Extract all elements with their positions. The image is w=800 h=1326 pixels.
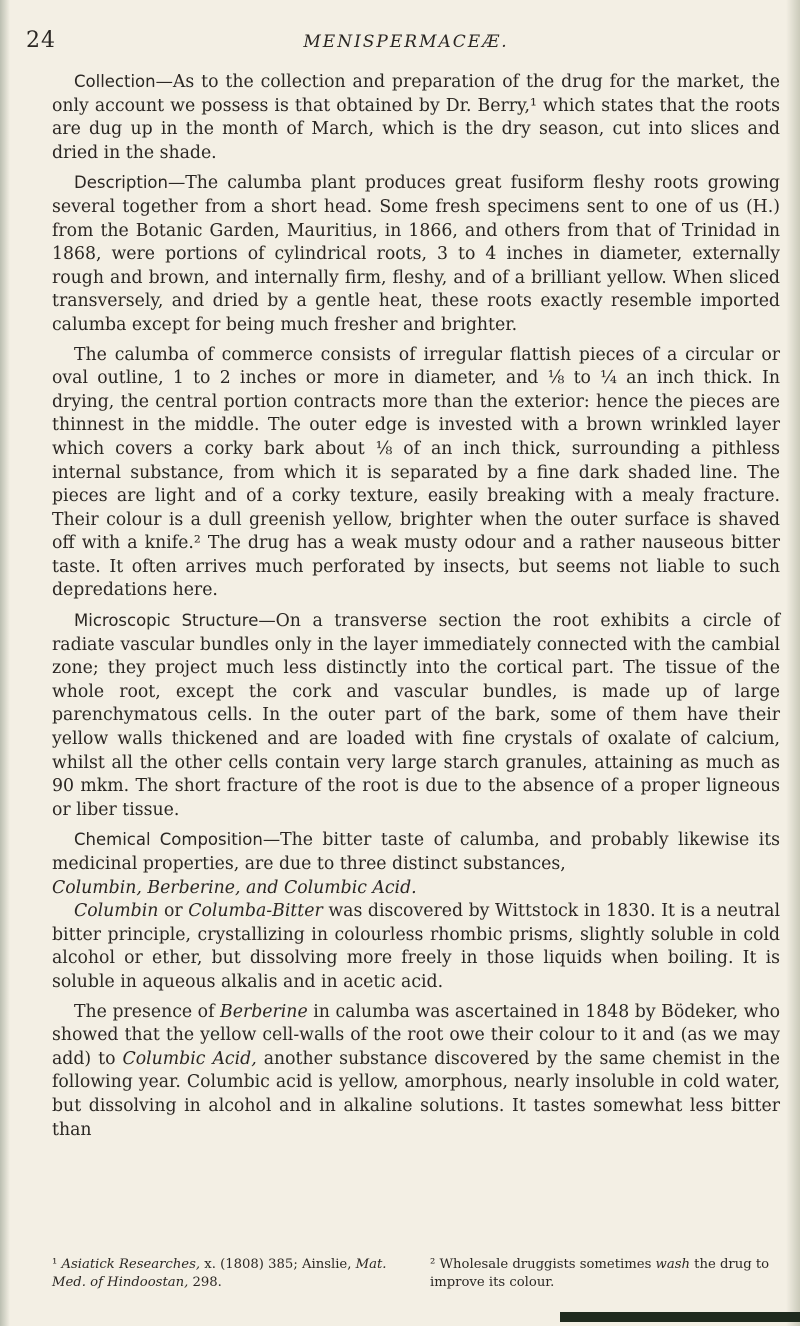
collection-text: —As to the collection and preparation of the drug for the market, the only account we possess is that obtained by Dr. Berry,¹ which states that the roots are dug up in the month of March, which is the dry season, cut into slices and dried in the shade. xyxy=(52,72,780,163)
microscopic-text: —On a transverse section the root exhibits a circle of radiate vascular bundles only in the layer immediately connected with the cambial zone; they project much less distinctly into the cortical part. The tissue of the whole root, except the cork and vascular bundles, is made up of large parenchymatous cells. In the outer part of the bark, some of them have their yellow walls thickened and are loaded with fine crystals of oxalate of calcium, whilst all the other cells contain very large starch granules, attaining as much as 90 mkm. The short fracture of the root is due to the absence of a proper ligneous or liber tissue. xyxy=(52,611,780,820)
page-body xyxy=(52,70,780,1148)
chemical-text: —The bitter taste of calumba, and probably likewise its medicinal properties, are due to three distinct substances, xyxy=(52,830,781,874)
columbic-acid-term: Columbic Acid, xyxy=(122,1048,257,1069)
microscopic-paragraph xyxy=(52,609,780,822)
description-paragraph xyxy=(52,171,780,337)
section-heading-chemical: Chemical Composition xyxy=(74,830,263,850)
berberine-term: Berberine xyxy=(220,1001,308,1022)
section-heading-microscopic: Microscopic Structure xyxy=(74,611,259,631)
footnote-2-mark: ² xyxy=(430,1257,436,1272)
collection-paragraph xyxy=(52,70,780,165)
columbin-text: was discovered by Wittstock in 1830. It is a neutral bitter principle, crystallizing in colourless rhombic prisms, slightly soluble in cold alcohol or ether, but dissolving more freely in those liquids when boiling. It is soluble in aqueous alkalis and in acetic acid. xyxy=(52,901,781,992)
columbin-alt-term: Columba-Bitter xyxy=(188,901,323,922)
footnote-2 xyxy=(430,1256,780,1292)
footnote-1-mark: ¹ xyxy=(52,1257,58,1272)
description-text-2: The calumba of commerce consists of irregular flattish pieces of a circular or oval outline, 1 to 2 inches or more in diameter, and ⅛ to ¼ an inch thick. In drying, the central portion contracts more than the exterior: hence the pieces are thinnest in the middle. The outer edge is invested with a brown wrinkled layer which covers a corky bark about ⅛ of an inch thick, surrounding a pithless internal substance, from which it is separated by a fine dark shaded line. The pieces are light and of a corky texture, easily breaking with a mealy fracture. Their colour is a dull greenish yellow, brighter when the outer surface is shaved off with a knife.² The drug has a weak musty odour and a rather nauseous bitter taste. It often arrives much perforated by insects, but seems not liable to such depredations here. xyxy=(52,344,780,601)
chemical-paragraph xyxy=(52,828,780,876)
section-heading-collection: Collection xyxy=(74,72,156,91)
footnote-1-title: Asiatick Researches, xyxy=(61,1257,201,1272)
footnote-1-page: 298. xyxy=(192,1275,222,1290)
description-paragraph-2 xyxy=(52,344,780,604)
footnote-2-emphasis: wash xyxy=(655,1257,690,1272)
berberine-paragraph xyxy=(52,1001,780,1143)
footnote-1 xyxy=(52,1256,402,1292)
footnote-1-author: Ainslie, xyxy=(301,1257,352,1272)
section-heading-description: Description xyxy=(74,173,168,193)
page-edge-shadow-right xyxy=(786,0,800,1326)
page-number: 24 xyxy=(26,28,56,53)
footnote-1-ref: x. (1808) 385; xyxy=(204,1257,298,1272)
footnote-2-text-a: Wholesale druggists sometimes xyxy=(439,1257,652,1272)
page-edge-shadow-left xyxy=(0,0,10,1326)
berberine-pre: The presence of xyxy=(74,1001,215,1022)
columbic-acid-text: another substance discovered by the same chemist in the following year. Columbic acid is yellow, amorphous, nearly insoluble in cold water, but dissolving in alcohol and in alkaline solutions. It tastes somewhat less bitter than xyxy=(52,1048,780,1140)
berberine-text: in calumba was ascertained in 1848 by Bödeker, who showed that the yellow cell-walls of the root owe their colour to it and (as we may add) to xyxy=(52,1001,780,1069)
description-text: —The calumba plant produces great fusiform fleshy roots growing several together from a short head. Some fresh specimens sent to one of us (H.) from the Botanic Garden, Mauritius, in 1866, and others from that of Trinidad in 1868, were portions of cylindrical roots, 3 to 4 inches in diameter, externally rough and brown, and internally firm, fleshy, and of a brilliant yellow. When sliced transversely, and dried by a gentle heat, these roots exactly resemble imported calumba except for being much fresher and brighter. xyxy=(52,173,780,335)
columbin-term: Columbin xyxy=(74,901,159,922)
page-bottom-edge xyxy=(560,1312,800,1322)
page-header xyxy=(26,28,786,58)
footnote-1-work: Mat. Med. of Hindoostan, xyxy=(52,1257,387,1290)
footnote-2-text-b: the drug to improve its colour. xyxy=(430,1257,770,1290)
columbin-paragraph: Columbin or Columba-Bitter was discovered by Wittstock in 1830. It is a neutral bitter principle, crystallizing in colourless rhombic prisms, slightly soluble in cold alcohol or ether, but dissolving more freely in those liquids when boiling. It is soluble in aqueous alkalis and in acetic acid. xyxy=(52,901,781,992)
running-head: MENISPERMACEÆ. xyxy=(303,32,509,52)
chemical-substances-line: Columbin, Berberine, and Columbic Acid. xyxy=(52,877,417,898)
footnotes xyxy=(52,1256,780,1292)
